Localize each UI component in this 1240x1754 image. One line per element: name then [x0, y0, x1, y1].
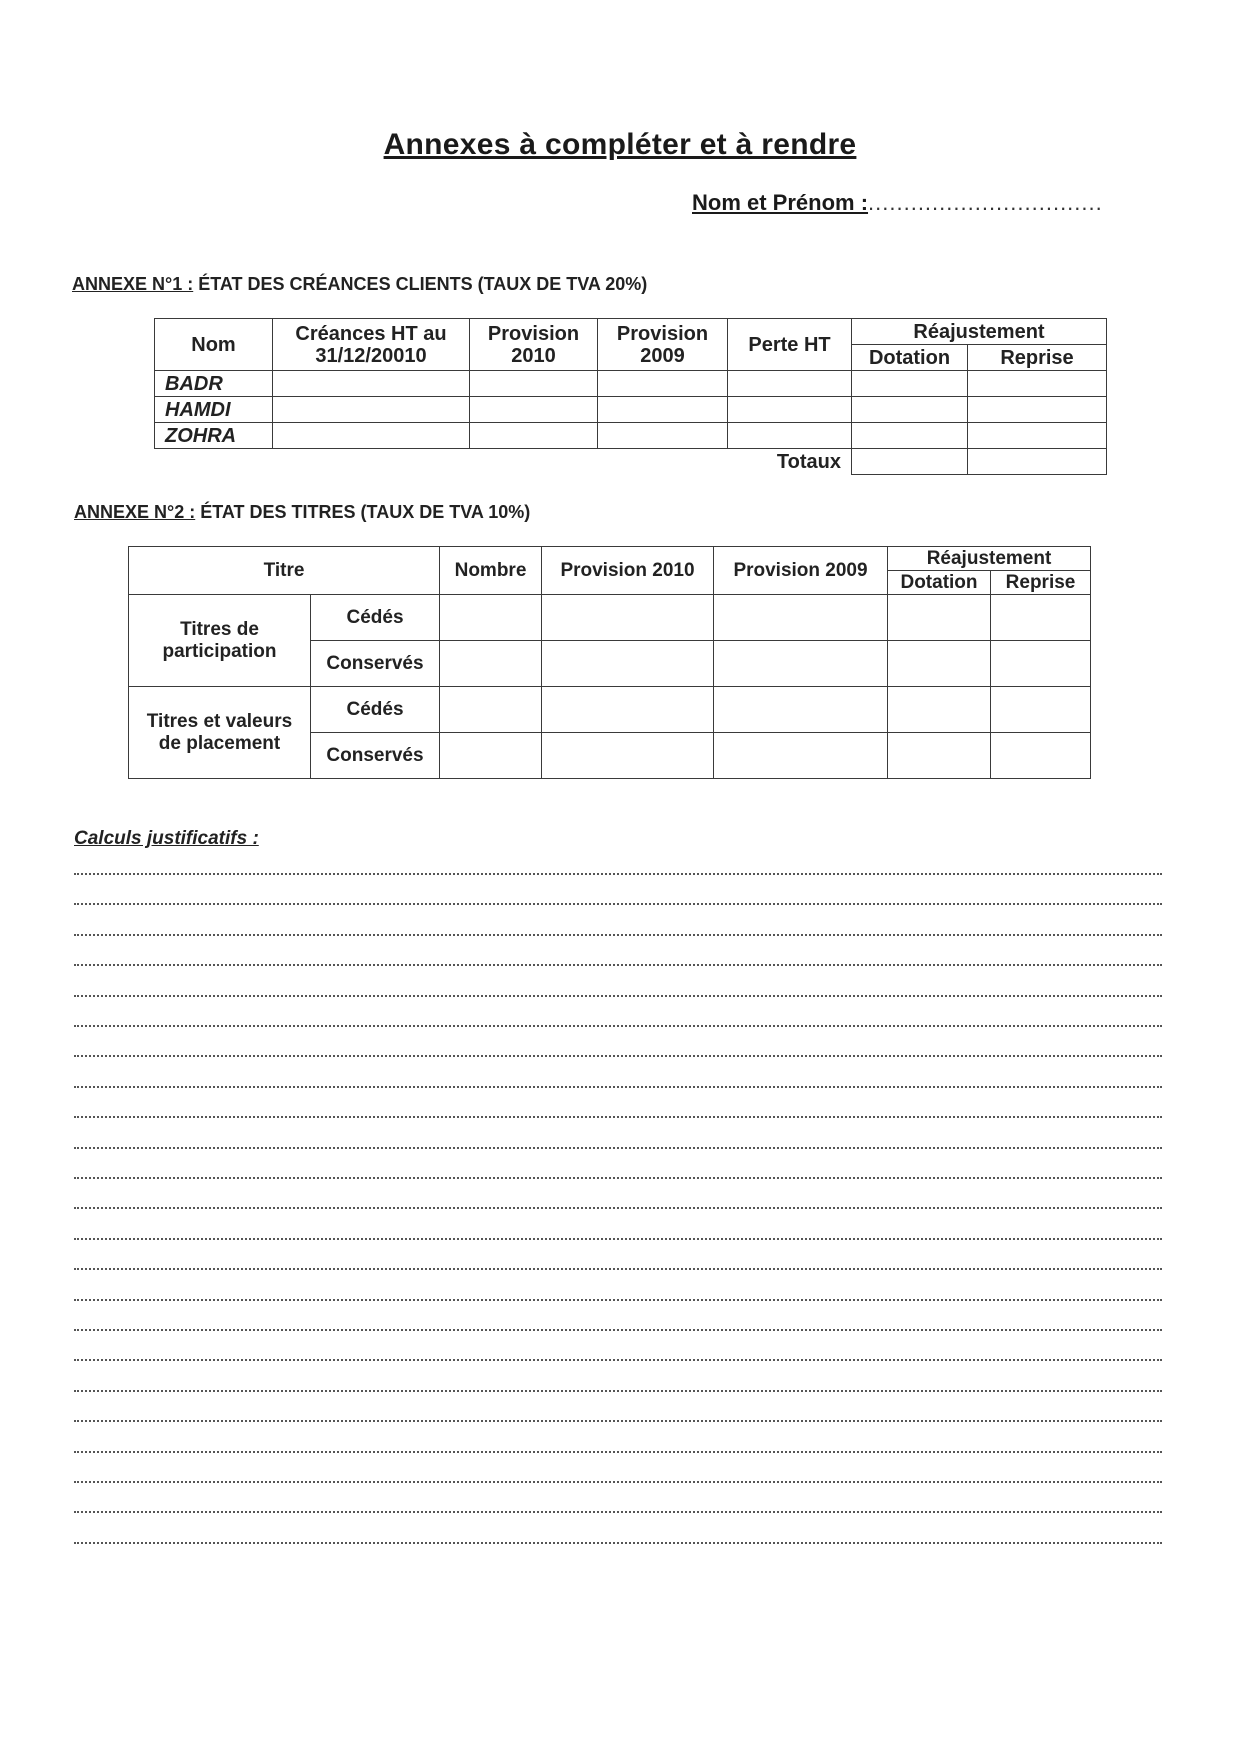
group-label-l2: de placement — [158, 732, 281, 754]
row-name-zohra: ZOHRA — [155, 423, 273, 449]
total-dotation-input[interactable] — [852, 449, 968, 475]
writing-line[interactable] — [74, 1299, 1162, 1301]
writing-line[interactable] — [74, 1147, 1162, 1149]
table-row — [129, 687, 1091, 733]
annexe1-heading — [72, 274, 647, 295]
cell-input[interactable] — [852, 371, 968, 397]
cell-input[interactable] — [991, 641, 1091, 687]
writing-line[interactable] — [74, 934, 1162, 936]
cell-input[interactable] — [968, 397, 1107, 423]
name-field-dots[interactable]: ................................. — [868, 190, 1103, 215]
annexe1-ref: ANNEXE N°1 : — [72, 274, 194, 294]
writing-line[interactable] — [74, 1207, 1162, 1209]
empty-cell — [155, 449, 273, 475]
cell-input[interactable] — [273, 397, 470, 423]
titres-table — [128, 546, 1091, 779]
header-reprise: Reprise — [991, 571, 1091, 595]
writing-line[interactable] — [74, 1177, 1162, 1179]
empty-cell — [273, 449, 470, 475]
writing-line[interactable] — [74, 1238, 1162, 1240]
cell-input[interactable] — [888, 733, 991, 779]
cell-input[interactable] — [542, 641, 714, 687]
total-reprise-input[interactable] — [968, 449, 1107, 475]
group-titres-participation — [129, 595, 311, 687]
writing-line[interactable] — [74, 1329, 1162, 1331]
header-nombre: Nombre — [440, 547, 542, 595]
header-creances-l1: Créances HT au — [295, 322, 447, 345]
row-name-badr: BADR — [155, 371, 273, 397]
writing-line[interactable] — [74, 1542, 1162, 1544]
cell-input[interactable] — [728, 423, 852, 449]
row-name-hamdi: HAMDI — [155, 397, 273, 423]
header-provision-2009: Provision 2009 — [714, 547, 888, 595]
header-creances-l2: 31/12/20010 — [315, 344, 427, 367]
cell-input[interactable] — [470, 397, 598, 423]
totaux-label: Totaux — [776, 450, 841, 473]
table-row — [155, 423, 1107, 449]
empty-cell — [470, 449, 598, 475]
cell-input[interactable] — [598, 397, 728, 423]
table-row — [129, 595, 1091, 641]
cell-input[interactable] — [273, 423, 470, 449]
writing-line[interactable] — [74, 1025, 1162, 1027]
group-label-l1: Titres de — [180, 618, 259, 640]
cell-input[interactable] — [991, 733, 1091, 779]
cell-input[interactable] — [714, 641, 888, 687]
totals-row — [155, 449, 1107, 475]
cell-input[interactable] — [440, 641, 542, 687]
header-dotation: Dotation — [852, 345, 968, 371]
sub-conserves: Conservés — [311, 641, 440, 687]
cell-input[interactable] — [968, 371, 1107, 397]
header-dotation: Dotation — [888, 571, 991, 595]
cell-input[interactable] — [542, 595, 714, 641]
header-nom: Nom — [155, 319, 273, 371]
sub-cedes: Cédés — [311, 595, 440, 641]
header-reprise: Reprise — [968, 345, 1107, 371]
writing-line[interactable] — [74, 1359, 1162, 1361]
table-row — [155, 371, 1107, 397]
writing-line[interactable] — [74, 995, 1162, 997]
writing-line[interactable] — [74, 1116, 1162, 1118]
cell-input[interactable] — [968, 423, 1107, 449]
writing-line[interactable] — [74, 1055, 1162, 1057]
group-label-l1: Titres et valeurs — [146, 710, 293, 732]
header-provision-2010: Provision 2010 — [542, 547, 714, 595]
writing-line[interactable] — [74, 903, 1162, 905]
cell-input[interactable] — [728, 371, 852, 397]
writing-line[interactable] — [74, 1086, 1162, 1088]
cell-input[interactable] — [273, 371, 470, 397]
writing-line[interactable] — [74, 1451, 1162, 1453]
empty-cell — [598, 449, 728, 475]
group-label-l2: participation — [162, 640, 277, 662]
cell-input[interactable] — [852, 423, 968, 449]
cell-input[interactable] — [728, 397, 852, 423]
cell-input[interactable] — [888, 595, 991, 641]
cell-input[interactable] — [598, 423, 728, 449]
name-field-label: Nom et Prénom : — [692, 190, 869, 215]
page-title: Annexes à compléter et à rendre — [383, 128, 857, 161]
header-creances — [273, 319, 470, 371]
writing-line[interactable] — [74, 873, 1162, 875]
header-provision-2009-l1: Provision — [616, 322, 709, 345]
cell-input[interactable] — [991, 687, 1091, 733]
cell-input[interactable] — [470, 423, 598, 449]
calculs-heading: Calculs justificatifs : — [74, 828, 259, 849]
cell-input[interactable] — [888, 641, 991, 687]
annexe2-ref: ANNEXE N°2 : — [74, 502, 196, 522]
group-titres-valeurs-placement — [129, 687, 311, 779]
annexe1-heading-text: ÉTAT DES CRÉANCES CLIENTS (TAUX DE TVA 20%) — [193, 274, 648, 294]
header-titre: Titre — [129, 547, 440, 595]
header-provision-2010 — [470, 319, 598, 371]
cell-input[interactable] — [714, 595, 888, 641]
writing-line[interactable] — [74, 1511, 1162, 1513]
writing-line[interactable] — [74, 1268, 1162, 1270]
cell-input[interactable] — [888, 687, 991, 733]
header-reajustement: Réajustement — [888, 547, 1091, 571]
header-provision-2009-l2: 2009 — [640, 344, 685, 367]
cell-input[interactable] — [714, 733, 888, 779]
table-row — [155, 397, 1107, 423]
cell-input[interactable] — [542, 733, 714, 779]
header-provision-2010-l2: 2010 — [511, 344, 556, 367]
writing-line[interactable] — [74, 1390, 1162, 1392]
writing-line[interactable] — [74, 1481, 1162, 1483]
header-perte-ht: Perte HT — [728, 319, 852, 371]
cell-input[interactable] — [991, 595, 1091, 641]
header-provision-2010-l1: Provision — [487, 322, 580, 345]
sub-cedes: Cédés — [311, 687, 440, 733]
header-reajustement: Réajustement — [852, 319, 1107, 345]
cell-input[interactable] — [714, 687, 888, 733]
cell-input[interactable] — [852, 397, 968, 423]
creances-table — [154, 318, 1107, 475]
header-provision-2009 — [598, 319, 728, 371]
cell-input[interactable] — [542, 687, 714, 733]
cell-input[interactable] — [598, 371, 728, 397]
writing-line[interactable] — [74, 964, 1162, 966]
cell-input[interactable] — [440, 733, 542, 779]
sub-conserves: Conservés — [311, 733, 440, 779]
cell-input[interactable] — [440, 595, 542, 641]
writing-line[interactable] — [74, 1420, 1162, 1422]
name-field[interactable] — [692, 190, 1103, 216]
cell-input[interactable] — [440, 687, 542, 733]
cell-input[interactable] — [470, 371, 598, 397]
annexe2-heading — [74, 502, 530, 523]
annexe2-heading-text: ÉTAT DES TITRES (TAUX DE TVA 10%) — [195, 502, 531, 522]
